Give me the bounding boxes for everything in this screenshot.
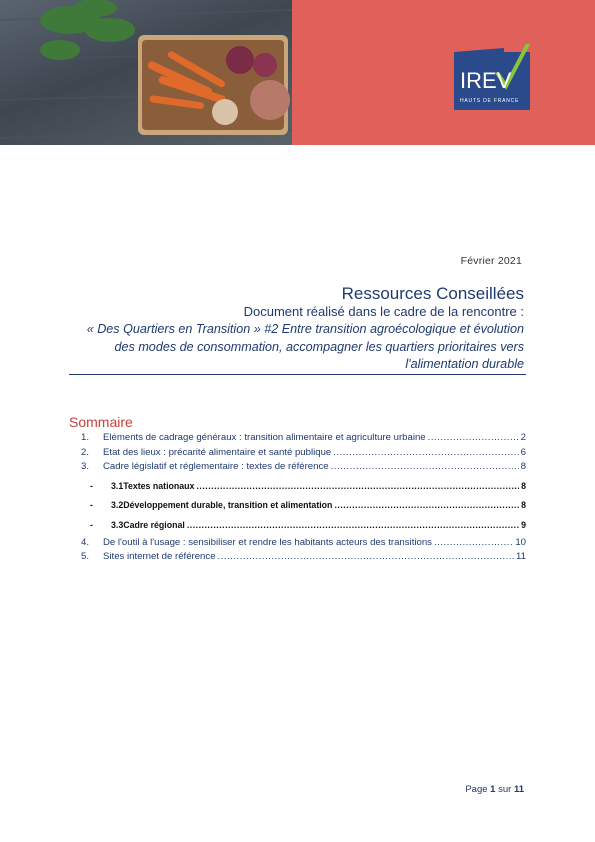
header-photo [0,0,292,145]
toc-leader [331,461,519,472]
toc-entry[interactable] [81,551,526,562]
toc-leader [334,500,519,510]
header-band [292,0,595,145]
document-title: Ressources Conseillées [341,284,524,303]
toc-leader [196,481,519,491]
toc-page: 6 [520,447,526,458]
toc-page: 8 [521,481,526,491]
toc-page: 10 [515,537,526,548]
logo-text: IREV [460,68,512,93]
toc-number: 4. [81,537,90,548]
footer-prefix: Page [465,784,488,795]
event-line: des modes de consommation, accompagner les quartiers prioritaires vers [114,339,524,354]
event-line: « Des Quartiers en Transition » #2 Entre transition agroécologique et évolution [86,322,524,336]
irev-logo [452,44,532,110]
toc-entry[interactable] [81,461,526,472]
toc-bullet: - [90,500,93,510]
page-footer [465,784,524,795]
document-date: Février 2021 [460,255,522,267]
toc-text: 3.3Cadre régional [111,520,185,530]
toc-text: Eléments de cadrage généraux : transition alimentaire et agriculture urbaine [103,432,426,443]
footer-total-pages: 11 [513,784,524,795]
toc-leader [187,520,519,530]
toc-page: 8 [520,461,526,472]
toc-page: 9 [521,520,526,530]
toc-entry[interactable] [81,432,526,443]
toc-text: 3.1Textes nationaux [111,481,195,491]
toc-subentry[interactable] [81,481,526,491]
toc-entry[interactable] [81,447,526,458]
toc-text: 3.2Développement durable, transition et alimentation [111,500,333,510]
toc-bullet: - [90,481,93,491]
toc-text: Etat des lieux : précarité alimentaire et santé publique [103,447,332,458]
toc-leader [434,537,513,548]
toc-leader [218,551,515,562]
toc-page: 11 [516,551,526,562]
toc-subentry[interactable] [81,520,526,530]
logo-tagline: HAUTS DE FRANCE [460,98,520,104]
toc-bullet: - [90,520,93,530]
toc-text: De l'outil à l'usage : sensibiliser et rendre les habitants acteurs des transitions [103,537,432,548]
toc-entry[interactable] [81,537,526,548]
toc-subentry[interactable] [81,500,526,510]
toc-leader [428,432,519,443]
toc-leader [333,447,518,458]
toc-number: 2. [81,447,90,458]
toc-text: Cadre législatif et réglementaire : textes de référence [103,461,329,472]
event-line: l'alimentation durable [405,357,524,371]
toc-title: Sommaire [69,414,133,430]
title-divider [69,374,526,375]
toc-page: 8 [521,500,526,510]
vegetable-basket-image [0,0,292,145]
toc-text: Sites internet de référence [103,551,216,562]
event-description [54,321,524,374]
toc-number: 1. [81,432,90,443]
toc-page: 2 [520,432,526,443]
footer-current-page: 1 [490,784,496,795]
toc-number: 5. [81,551,90,562]
footer-middle: sur [498,784,512,795]
document-subtitle: Document réalisé dans le cadre de la rencontre : [243,304,524,319]
toc-number: 3. [81,461,90,472]
